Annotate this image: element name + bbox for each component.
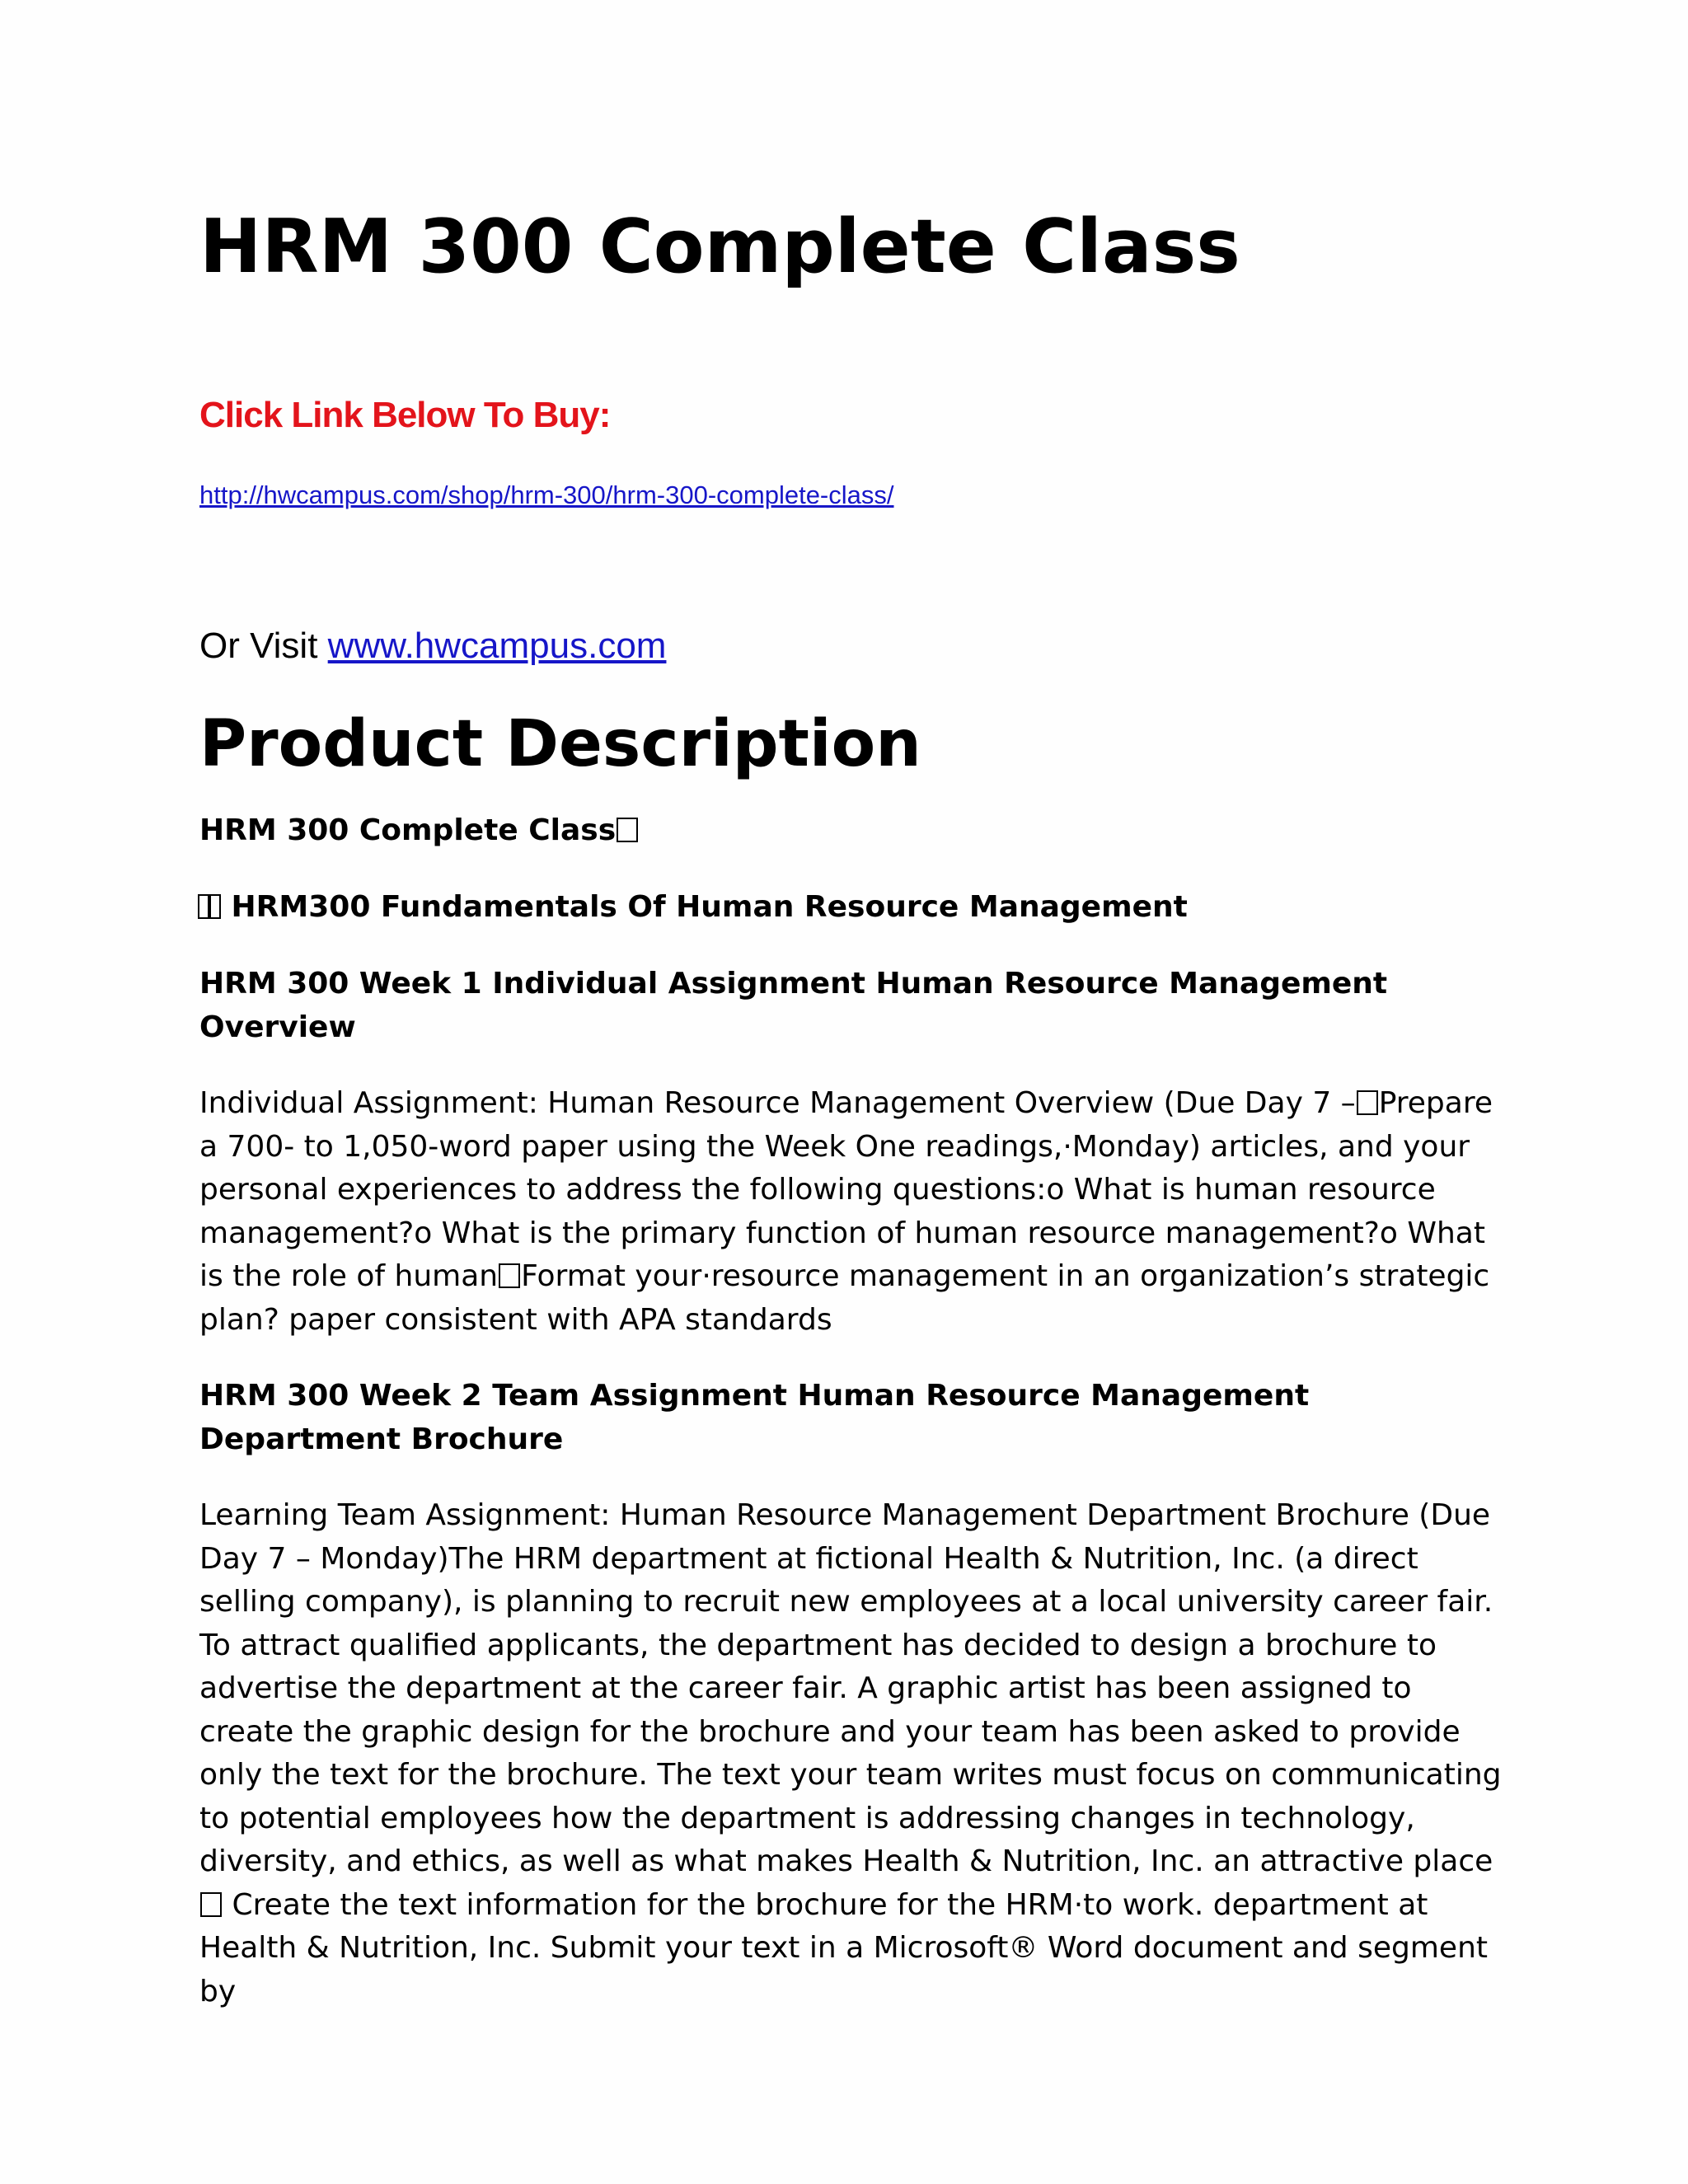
missing-glyph-icon [499, 1263, 520, 1288]
missing-glyph-icon [617, 818, 638, 842]
product-subtitle [199, 809, 1502, 853]
week1-body-part-c: Format your·resource management in an organization’s strategic plan? paper consistent with APA standards [199, 1259, 1490, 1337]
week2-body-part-b: Create the text information for the brochure for the HRM·to work. department at Health & Nutrition, Inc. Submit your text in a Microsoft® Word document and segment by [199, 1887, 1488, 2008]
week1-body [199, 1082, 1502, 1342]
product-subtitle-text: HRM 300 Complete Class [199, 813, 617, 847]
visit-line [199, 620, 666, 673]
missing-glyph-icon [200, 1892, 222, 1917]
visit-link[interactable]: www.hwcampus.com [327, 626, 667, 666]
buy-label: Click Link Below To Buy: [199, 395, 611, 435]
visit-prefix: Or Visit [199, 626, 318, 666]
page-title: HRM 300 Complete Class [199, 204, 1240, 290]
week1-body-part-b: Prepare a 700- to 1,050-word paper using the Week One readings,·Monday) articles, and your personal experiences to address the following questions:o What is human resource management?o What is the primary function of human resource management?o What is the role of human [199, 1086, 1493, 1293]
missing-glyph-icon [198, 894, 209, 919]
week1-body-part-a: Individual Assignment: Human Resource Management Overview (Due Day 7 – [199, 1086, 1356, 1120]
course-name [198, 886, 1500, 930]
section-title: Product Description [199, 707, 921, 781]
buy-link[interactable]: http://hwcampus.com/shop/hrm-300/hrm-300-complete-class/ [199, 480, 894, 509]
missing-glyph-icon [1357, 1090, 1378, 1115]
week2-body [199, 1494, 1502, 2013]
week1-heading: HRM 300 Week 1 Individual Assignment Human Resource Management Overview [199, 967, 1388, 1044]
week2-heading: HRM 300 Week 2 Team Assignment Human Resource Management Department Brochure [199, 1379, 1310, 1456]
week2-body-part-a: Learning Team Assignment: Human Resource Management Department Brochure (Due Day 7 – Monday)The HRM department at fictional Health & Nutrition, Inc. (a direct selling company), is planning to recruit new employees at a local university career fair. To attract qualified applicants, the department has decided to design a brochure to advertise the department at the career fair. A graphic artist has been assigned to create the graphic design for the brochure and your team has been asked to provide only the text for the brochure. The text your team writes must focus on communicating to potential employees how the department is addressing changes in technology, diversity, and ethics, as well as what makes Health & Nutrition, Inc. an attractive place [199, 1498, 1502, 1878]
missing-glyph-icon [209, 894, 221, 919]
course-name-text: HRM300 Fundamentals Of Human Resource Management [231, 890, 1188, 924]
